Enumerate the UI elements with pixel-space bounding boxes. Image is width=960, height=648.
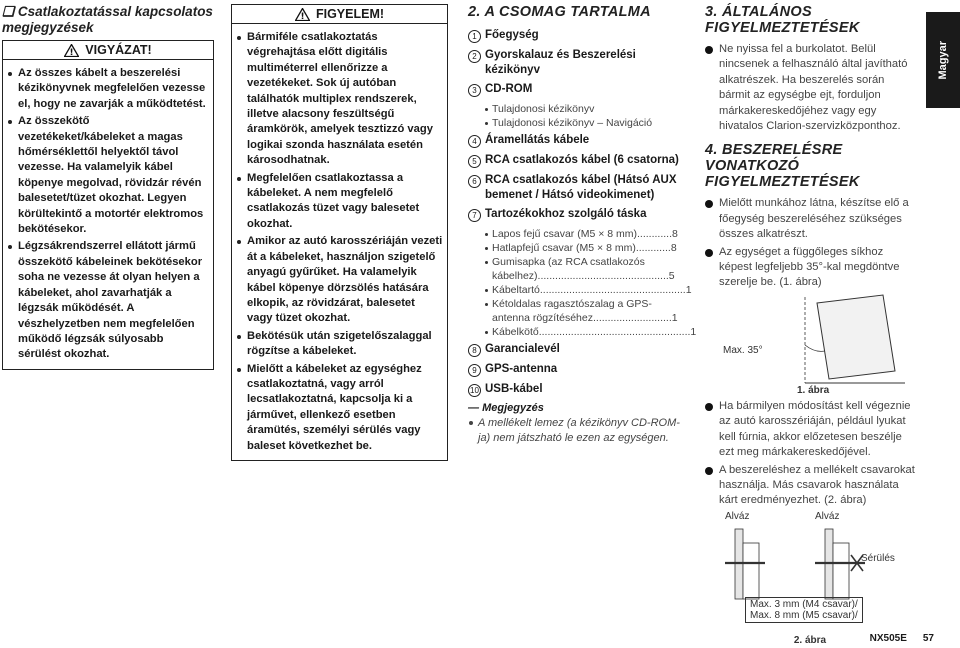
figure-2-note-box (745, 597, 863, 623)
package-item (468, 382, 688, 398)
package-sub-item: Kábelkötő....................................................1 (468, 325, 688, 339)
figure-2-caption: 2. ábra (793, 634, 827, 646)
language-label: Magyar (937, 40, 949, 80)
figure-2-note-2: Max. 8 mm (M5 csavar)/ (750, 609, 858, 621)
caution-item-3: Légzsákrendszerrel ellátott jármű összekötő kábeleinek bekötésekor soha ne vezesse át olyan helyen a kábeleket, ahol zavarhatják a légzsák működését. A vészhelyzetben nem megfelelően működő légzsák súlyosabb sérülést okozhat. (7, 239, 209, 362)
package-list (468, 28, 697, 398)
page-number: 57 (922, 633, 934, 644)
install-item-2: Az egységet a függőleges síkhoz képest legfeljebb 35°-kal megdöntve szerelje be. (1. ábra) (705, 245, 915, 291)
package-item-number (468, 173, 485, 203)
package-sub-item: Hatlapfejű csavar (M5 × 8 mm)............8 (468, 241, 688, 255)
package-item-number (468, 82, 485, 98)
section-title-connection: ❑ Csatlakoztatással kapcsolatos megjegyzések (2, 4, 213, 35)
warning-triangle-icon (64, 44, 79, 57)
note-text: A mellékelt lemez (a kézikönyv CD-ROM-ja) nem játszható le ezen az egységen. (468, 416, 688, 445)
section-title-install: 4. BESZERELÉSRE VONATKOZÓ FIGYELMEZTETÉSEK (705, 142, 860, 191)
package-item-number (468, 48, 485, 78)
package-item-number (468, 207, 485, 223)
package-item (468, 342, 688, 358)
circled-number: 1 (468, 30, 481, 43)
package-item-label: CD-ROM (485, 83, 533, 95)
attention-item-5: Mielőtt a kábeleket az egységhez csatlakoztatná, vagy arról lecsatlakoztatná, kapcsolja ki a járművet, ellenkező esetben áramütés, személyi sérülés vagy baleset következhet be. (236, 362, 443, 454)
package-item-label: USB-kábel (485, 383, 543, 395)
package-item (468, 207, 688, 223)
package-item-label: RCA csatlakozós kábel (6 csatorna) (485, 154, 679, 166)
attention-title: FIGYELEM! (315, 7, 385, 21)
package-sub-item: Kábeltartó..................................................1 (468, 283, 688, 297)
package-sub-item: Tulajdonosi kézikönyv – Navigáció (468, 116, 688, 130)
package-item (468, 173, 688, 203)
figure-1-tilt-diagram (705, 293, 915, 385)
package-sub-item: Gumisapka (az RCA csatlakozós kábelhez).............................................5 (468, 255, 688, 283)
package-item-number (468, 28, 485, 44)
figure-2-note-1: Max. 3 mm (M4 csavar)/ (750, 598, 858, 610)
section-title-general: 3. ÁLTALÁNOS FIGYELMEZTETÉSEK (705, 4, 860, 36)
package-item-number (468, 133, 485, 149)
attention-item-4: Bekötésük után szigetelőszalaggal rögzítse a kábeleket. (236, 329, 443, 360)
package-item-label: RCA csatlakozós kábel (Hátsó AUX bemenet / Hátsó videokimenet) (485, 174, 677, 201)
circled-number: 9 (468, 364, 481, 377)
svg-text:!: ! (69, 47, 74, 57)
package-item-number (468, 153, 485, 169)
caution-title: VIGYÁZAT! (85, 43, 152, 57)
circled-number: 5 (468, 155, 481, 168)
attention-item-1: Bármiféle csatlakoztatás végrehajtása előtt digitális multiméterrel ellenőrizze a vezetékeket. Sok új autóban találhatók multiplex rendszerek, illetve alacsony feszültségű áramkörök, amelyek tesztizzó vagy logikai szonda használata esetén károsodhatnak. (236, 30, 443, 169)
column-attention (231, 4, 448, 461)
section-title-package: 2. A CSOMAG TARTALMA (468, 4, 651, 20)
figure-1-angle-label: Max. 35° (723, 344, 763, 356)
package-item (468, 362, 688, 378)
column-general-install (705, 4, 915, 646)
caution-item-2: Az összekötő vezetékeket/kábeleket a magas hőmérséklettől helyektől távol vezesse. Ha valamelyik kábel köpenye megolvad, rövidzár révén balesetet/tüzet okozhat. Legyen körültekintő a motortér elektromos bekötésekor. (7, 114, 209, 237)
package-item (468, 28, 688, 44)
package-item-label: Garancialevél (485, 343, 560, 355)
warning-triangle-icon (295, 8, 310, 21)
caution-header (3, 41, 213, 60)
circled-number: 10 (468, 384, 481, 397)
column-package-contents (468, 4, 697, 445)
install-item-1: Mielőtt munkához látna, készítse elő a főegység beszereléséhez szükséges összes alkatrészt. (705, 196, 915, 242)
figure-2 (705, 511, 915, 641)
language-tab (926, 12, 960, 108)
circled-number: 8 (468, 344, 481, 357)
attention-box (231, 4, 448, 461)
package-item (468, 133, 688, 149)
package-item-label: GPS-antenna (485, 363, 558, 375)
circled-number: 4 (468, 135, 481, 148)
package-item (468, 48, 688, 78)
caution-box (2, 40, 214, 370)
caution-item-1: Az összes kábelt a beszerelési kézikönyvnek megfelelően vezesse el, hogy ne zavarják a működtetést. (7, 66, 209, 112)
figure-1-caption: 1. ábra (797, 384, 830, 396)
column-connection-notes (2, 4, 214, 370)
svg-text:!: ! (300, 11, 305, 21)
package-sub-item: Tulajdonosi kézikönyv (468, 102, 688, 116)
attention-item-2: Megfelelően csatlakoztassa a kábeleket. A nem megfelelő csatlakozás tüzet vagy balesetet okozhat. (236, 171, 443, 233)
figure-2-left-label: Alváz (725, 510, 750, 522)
install-item-4: A beszereléshez a mellékelt csavarokat használja. Más csavarok használata kárt eredményezhet. (2. ábra) (705, 463, 915, 509)
general-item-1: Ne nyissa fel a burkolatot. Belül nincsenek a felhasználó által javítható alkatrészek. Ha beszerelés során bármit az egységbe ejt, forduljon márkakereskedőjéhez vagy egy hivatalos Clarion-szervizközponthoz. (705, 42, 915, 134)
circled-number: 6 (468, 175, 481, 188)
model-number: NX505E (869, 633, 907, 644)
figure-1 (705, 293, 915, 399)
attention-header (232, 5, 447, 24)
attention-item-3: Amikor az autó karosszériáján vezeti át a kábeleket, használjon szigetelő anyagú gyűrűket. Ha valamelyik kábel köpenye dörzsölés hatására elkopik, az rövidzárat, balesetet vagy tüzet okozhat. (236, 234, 443, 326)
install-item-3: Ha bármilyen módosítást kell végeznie az autó karosszériáján, például lyukat kell fúrnia, akkor előzetesen beszélje ezt meg márkakereskedőjével. (705, 399, 915, 461)
page-footer (870, 633, 934, 644)
package-item-label: Áramellátás kábele (485, 134, 590, 146)
package-item (468, 153, 688, 169)
circled-number: 3 (468, 84, 481, 97)
package-sub-item: Kétoldalas ragasztószalag a GPS-antenna rögzítéséhez...........................1 (468, 297, 688, 325)
package-item-label: Gyorskalauz és Beszerelési kézikönyv (485, 49, 636, 76)
circled-number: 7 (468, 209, 481, 222)
package-item-label: Főegység (485, 29, 539, 41)
package-item-number (468, 382, 485, 398)
package-item-label: Tartozékokhoz szolgáló táska (485, 208, 647, 220)
package-item-number (468, 362, 485, 378)
note-title: — Megjegyzés (468, 402, 544, 414)
circled-number: 2 (468, 50, 481, 63)
figure-2-right-label: Alváz (815, 510, 840, 522)
figure-2-damage-label: Sérülés (861, 552, 895, 564)
package-item (468, 82, 688, 98)
package-item-number (468, 342, 485, 358)
package-sub-item: Lapos fejű csavar (M5 × 8 mm)............8 (468, 227, 688, 241)
